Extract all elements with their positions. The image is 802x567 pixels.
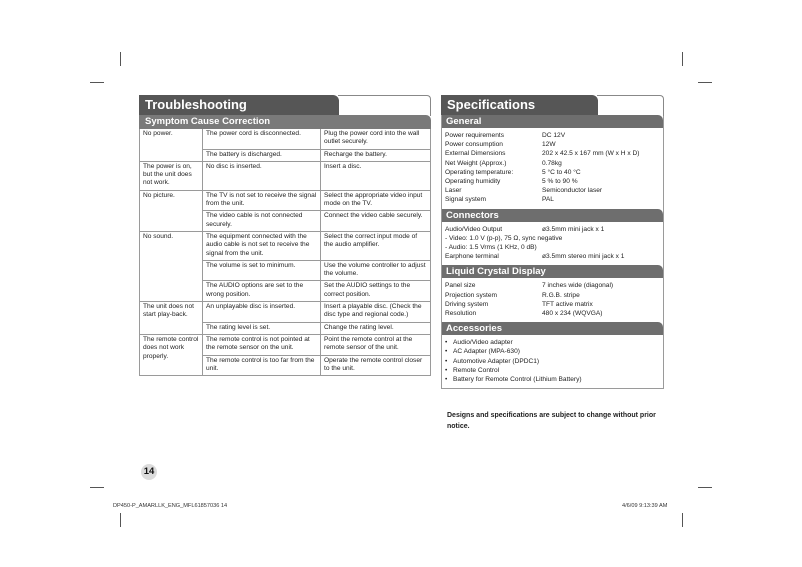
list-item xyxy=(445,375,660,384)
specifications-title: Specifications xyxy=(441,95,598,115)
spec-key: Panel size xyxy=(445,282,476,290)
crop-mark xyxy=(90,487,104,488)
correction-cell: Set the AUDIO settings to the correct position. xyxy=(321,281,431,302)
troubleshooting-table xyxy=(139,129,431,376)
spec-key: Projection system xyxy=(445,291,498,299)
spec-row xyxy=(445,177,660,186)
symptom-cell: The remote control does not work properly. xyxy=(140,334,203,375)
spec-key: Resolution xyxy=(445,310,477,318)
cause-cell: The video cable is not connected securely. xyxy=(203,211,321,232)
crop-mark xyxy=(120,52,121,66)
footer-left: DP450-P_AMARLLK_ENG_MFL61857036 14 xyxy=(113,503,228,509)
cause-cell: The remote control is not pointed at the remote sensor on the unit. xyxy=(203,334,321,355)
table-row xyxy=(140,231,431,260)
spec-row xyxy=(445,300,660,309)
crop-mark xyxy=(682,52,683,66)
spec-row xyxy=(445,159,660,168)
spec-key: Operating humidity xyxy=(445,178,501,186)
specifications-box xyxy=(441,115,664,389)
symptom-cell: No picture. xyxy=(140,190,203,231)
correction-cell: Operate the remote control closer to the unit. xyxy=(321,355,431,376)
audio-spec-line: - Audio: 1.5 Vrms (1 KHz, 0 dB) xyxy=(445,244,537,252)
crop-mark xyxy=(120,513,121,527)
correction-cell: Select the appropriate video input mode on the TV. xyxy=(321,190,431,211)
accessory-label: AC Adapter (MPA-630) xyxy=(453,348,520,356)
spec-key: Signal system xyxy=(445,196,487,204)
cause-cell: The volume is set to minimum. xyxy=(203,260,321,281)
cause-cell: An unplayable disc is inserted. xyxy=(203,302,321,323)
spec-row xyxy=(445,140,660,149)
spec-key: Operating temperature: xyxy=(445,168,514,176)
spec-value: 202 x 42.5 x 167 mm (W x H x D) xyxy=(542,150,640,158)
list-item xyxy=(445,366,660,375)
spec-row xyxy=(445,186,660,195)
accessories-list xyxy=(442,335,663,388)
correction-cell: Connect the video cable securely. xyxy=(321,211,431,232)
bullet-icon: • xyxy=(445,376,448,384)
lcd-list xyxy=(442,278,663,322)
bullet-icon: • xyxy=(445,366,448,374)
correction-cell: Use the volume controller to adjust the volume. xyxy=(321,260,431,281)
specifications-section xyxy=(441,95,664,389)
general-heading: General xyxy=(442,115,663,128)
lcd-heading: Liquid Crystal Display xyxy=(442,265,663,278)
spec-row xyxy=(445,131,660,140)
bullet-icon: • xyxy=(445,357,448,365)
cause-cell: The remote control is too far from the unit. xyxy=(203,355,321,376)
list-item xyxy=(445,338,660,347)
accessory-label: Remote Control xyxy=(453,366,500,374)
cause-cell: The rating level is set. xyxy=(203,322,321,334)
connectors-list xyxy=(442,222,663,266)
accessories-heading: Accessories xyxy=(442,322,663,335)
troubleshooting-title: Troubleshooting xyxy=(139,95,339,115)
spec-row xyxy=(445,168,660,177)
spec-value: PAL xyxy=(542,196,554,204)
symptom-cell: The power is on, but the unit does not work. xyxy=(140,161,203,190)
page-number-badge: 14 xyxy=(141,464,157,480)
cause-cell: The TV is not set to receive the signal from the unit. xyxy=(203,190,321,211)
crop-mark xyxy=(682,513,683,527)
accessory-label: Automotive Adapter (DPDC1) xyxy=(453,357,540,365)
symptom-cell: No power. xyxy=(140,129,203,161)
spec-value: ø3.5mm mini jack x 1 xyxy=(542,225,605,233)
spec-key: Driving system xyxy=(445,300,489,308)
table-row xyxy=(140,129,431,149)
table-row xyxy=(140,334,431,355)
correction-cell: Plug the power cord into the wall outlet securely. xyxy=(321,129,431,149)
spec-row xyxy=(445,291,660,300)
spec-value: 0.78kg xyxy=(542,159,562,167)
correction-cell: Select the correct input mode of the audio amplifier. xyxy=(321,231,431,260)
cause-cell: The equipment connected with the audio cable is not set to receive the signal from the unit. xyxy=(203,231,321,260)
troubleshooting-header: Symptom Cause Correction xyxy=(139,115,431,129)
crop-mark xyxy=(698,487,712,488)
spec-key: Power requirements xyxy=(445,132,505,139)
footer-right: 4/6/09 9:13:39 AM xyxy=(622,503,668,509)
spec-value: 7 inches wide (diagonal) xyxy=(542,282,614,290)
symptom-cell: The unit does not start play-back. xyxy=(140,302,203,335)
correction-cell: Insert a playable disc. (Check the disc type and regional code.) xyxy=(321,302,431,323)
spec-value: TFT active matrix xyxy=(542,300,593,308)
correction-cell: Change the rating level. xyxy=(321,322,431,334)
symptom-cell: No sound. xyxy=(140,231,203,301)
spec-key: Net Weight (Approx.) xyxy=(445,159,507,167)
correction-cell: Insert a disc. xyxy=(321,161,431,190)
spec-row xyxy=(445,281,660,290)
video-spec-line: - Video: 1.0 V (p-p), 75 Ω, sync negative xyxy=(445,234,563,242)
spec-key: Power consumption xyxy=(445,141,503,149)
spec-value: Semiconductor laser xyxy=(542,187,603,195)
spec-key: Laser xyxy=(445,187,462,195)
table-row xyxy=(140,190,431,211)
spec-row xyxy=(445,149,660,158)
spec-value: DC 12V xyxy=(542,132,566,139)
specifications-notice: Designs and specifications are subject to change without prior notice. xyxy=(447,412,656,430)
spec-value: 480 x 234 (WQVGA) xyxy=(542,310,603,318)
spec-value: ø3.5mm stereo mini jack x 1 xyxy=(542,253,625,261)
accessory-label: Audio/Video adapter xyxy=(453,339,513,347)
bullet-icon: • xyxy=(445,348,448,356)
spec-row xyxy=(445,195,660,204)
general-list xyxy=(442,128,663,209)
accessory-label: Battery for Remote Control (Lithium Battery) xyxy=(453,376,582,384)
table-row xyxy=(140,302,431,323)
cause-cell: No disc is inserted. xyxy=(203,161,321,190)
correction-cell: Recharge the battery. xyxy=(321,149,431,161)
table-row xyxy=(140,161,431,190)
troubleshooting-section xyxy=(139,95,431,376)
spec-value: 5 % to 90 % xyxy=(542,178,578,186)
spec-row xyxy=(445,225,660,234)
spec-value: 5 °C to 40 °C xyxy=(542,168,581,176)
spec-value: 12W xyxy=(542,141,556,149)
spec-key: Audio/Video Output xyxy=(445,225,503,233)
list-item xyxy=(445,347,660,356)
spec-row xyxy=(445,252,660,261)
connectors-heading: Connectors xyxy=(442,209,663,222)
correction-cell: Point the remote control at the remote sensor of the unit. xyxy=(321,334,431,355)
cause-cell: The AUDIO options are set to the wrong position. xyxy=(203,281,321,302)
spec-value: R.G.B. stripe xyxy=(542,291,580,299)
spec-row xyxy=(445,309,660,318)
cause-cell: The power cord is disconnected. xyxy=(203,129,321,149)
spec-key: External Dimensions xyxy=(445,150,506,158)
list-item xyxy=(445,357,660,366)
bullet-icon: • xyxy=(445,339,448,347)
crop-mark xyxy=(698,82,712,83)
cause-cell: The battery is discharged. xyxy=(203,149,321,161)
spec-key: Earphone terminal xyxy=(445,253,499,261)
crop-mark xyxy=(90,82,104,83)
